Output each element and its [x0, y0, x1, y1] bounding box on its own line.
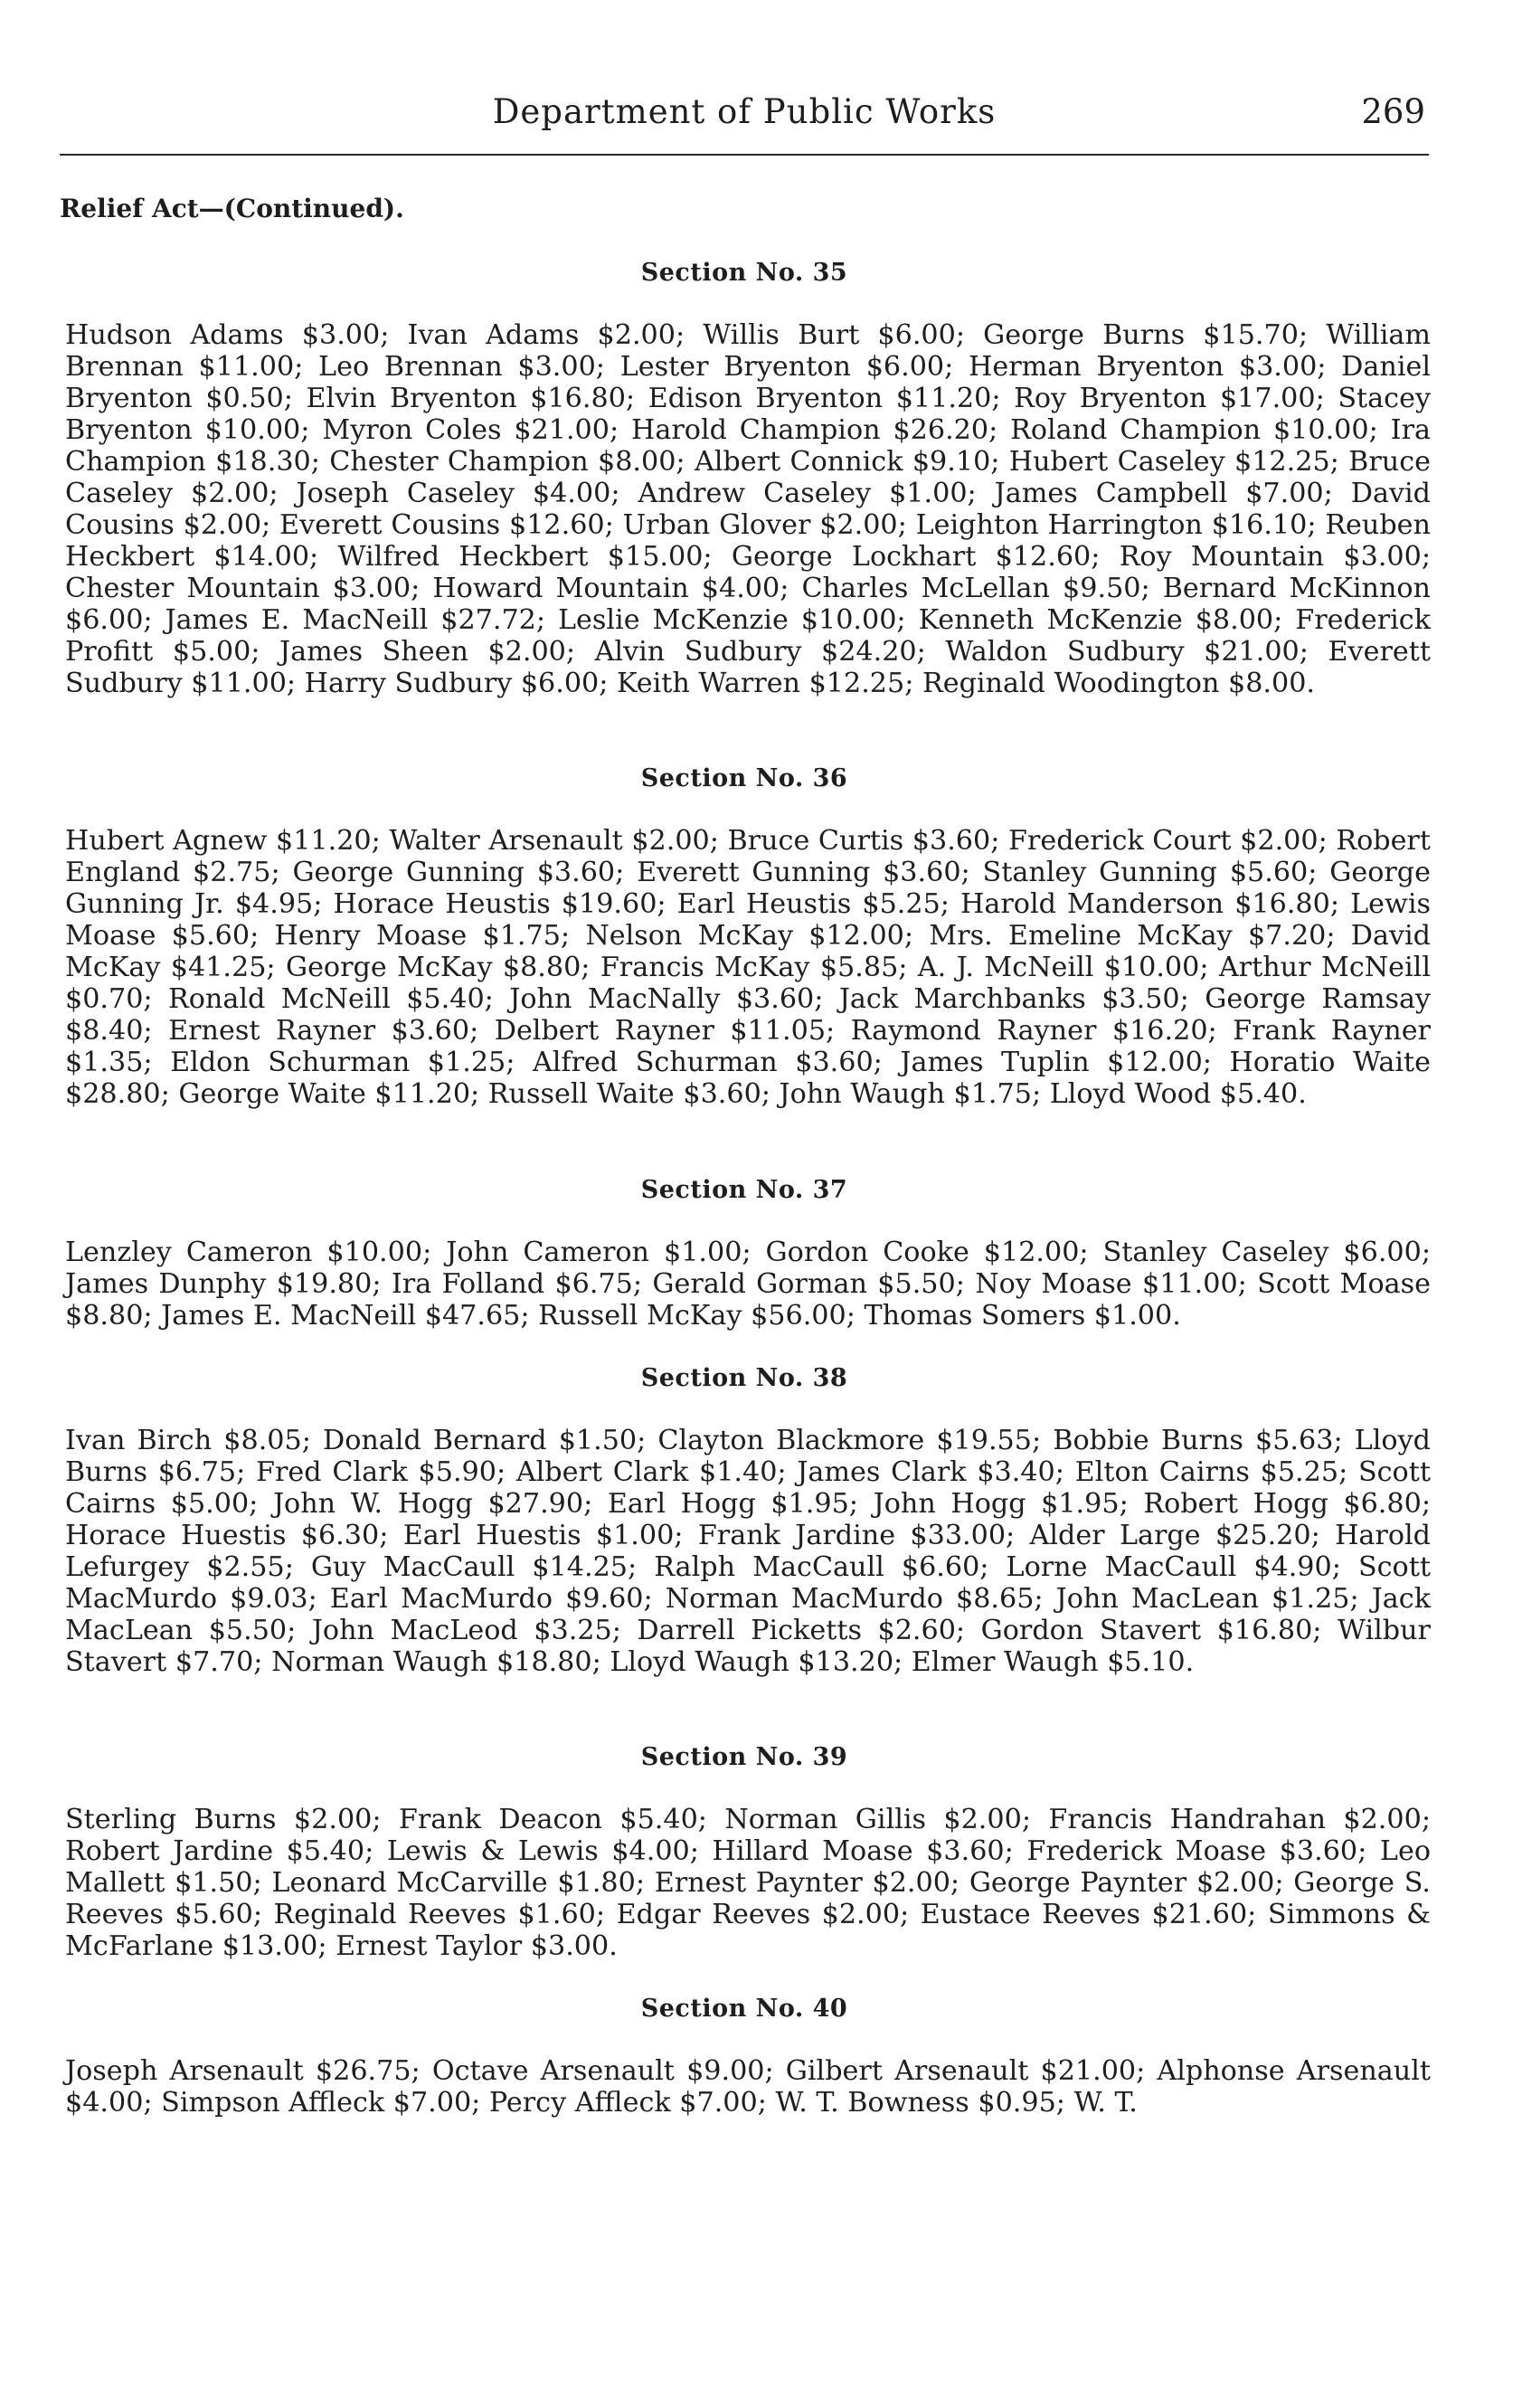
section-text-35: Hudson Adams $3.00; Ivan Adams $2.00; Willis Burt $6.00; George Burns $15.70; William Brennan $11.00; Leo Brennan $3.00; Lester Bryenton $6.00; Herman Bryenton $3.00; Daniel Bryenton $0.50; Elvin Bryenton $16.80; Edison Bryenton $11.20; Roy Bryenton $17.00; Stacey Bryenton $10.00; Myron Coles $21.00; Harold Champion $26.20; Roland Champion $10.00; Ira Champion $18.30; Chester Champion $8.00; Albert Connick $9.10; Hubert Caseley $12.25; Bruce Caseley $2.00; Joseph Caseley $4.00; Andrew Caseley $1.00; James Campbell $7.00; David Cousins $2.00; Everett Cousins $12.60; Urban Glover $2.00; Leighton Harrington $16.10; Reuben Heckbert $14.00; Wilfred Heckbert $15.00; George Lockhart $12.60; Roy Mountain $3.00; Chester Mountain $3.00; Howard Mountain $4.00; Charles McLellan $9.50; Bernard McKinnon $6.00; James E. MacNeill $27.72; Leslie McKenzie $10.00; Kenneth McKenzie $8.00; Frederick Profitt $5.00; James Sheen $2.00; Alvin Sudbury $24.20; Waldon Sudbury $21.00; Everett Sudbury $11.00; Harry Sudbury $6.00; Keith Warren $12.25; Reginald Woodington $8.00. [65, 319, 1431, 699]
section-heading-37: Section No. 37 [640, 1176, 848, 1204]
section-text-40: Joseph Arsenault $26.75; Octave Arsenault $9.00; Gilbert Arsenault $21.00; Alphonse Arsenault $4.00; Simpson Affleck $7.00; Percy Affleck $7.00; W. T. Bowness $0.95; W. T. [65, 2055, 1431, 2119]
section-text-37: Lenzley Cameron $10.00; John Cameron $1.00; Gordon Cooke $12.00; Stanley Caseley $6.00; James Dunphy $19.80; Ira Folland $6.75; Gerald Gorman $5.50; Noy Moase $11.00; Scott Moase $8.80; James E. MacNeill $47.65; Russell McKay $56.00; Thomas Somers $1.00. [65, 1237, 1431, 1332]
page-header [60, 80, 1429, 156]
section-heading-36: Section No. 36 [640, 764, 848, 792]
running-head: Relief Act—(Continued). [60, 194, 404, 223]
page-title: Department of Public Works [492, 92, 997, 131]
page-number: 269 [1361, 92, 1425, 131]
section-heading-39: Section No. 39 [640, 1743, 848, 1771]
section-text-39: Sterling Burns $2.00; Frank Deacon $5.40; Norman Gillis $2.00; Francis Handrahan $2.00; Robert Jardine $5.40; Lewis & Lewis $4.00; Hillard Moase $3.60; Frederick Moase $3.60; Leo Mallett $1.50; Leonard McCarville $1.80; Ernest Paynter $2.00; George Paynter $2.00; George S. Reeves $5.60; Reginald Reeves $1.60; Edgar Reeves $2.00; Eustace Reeves $21.60; Simmons & McFarlane $13.00; Ernest Taylor $3.00. [65, 1804, 1431, 1962]
section-text-38: Ivan Birch $8.05; Donald Bernard $1.50; Clayton Blackmore $19.55; Bobbie Burns $5.63; Lloyd Burns $6.75; Fred Clark $5.90; Albert Clark $1.40; James Clark $3.40; Elton Cairns $5.25; Scott Cairns $5.00; John W. Hogg $27.90; Earl Hogg $1.95; John Hogg $1.95; Robert Hogg $6.80; Horace Huestis $6.30; Earl Huestis $1.00; Frank Jardine $33.00; Alder Large $25.20; Harold Lefurgey $2.55; Guy MacCaull $14.25; Ralph MacCaull $6.60; Lorne MacCaull $4.90; Scott MacMurdo $9.03; Earl MacMurdo $9.60; Norman MacMurdo $8.65; John MacLean $1.25; Jack MacLean $5.50; John MacLeod $3.25; Darrell Picketts $2.60; Gordon Stavert $16.80; Wilbur Stavert $7.70; Norman Waugh $18.80; Lloyd Waugh $13.20; Elmer Waugh $5.10. [65, 1425, 1431, 1678]
section-heading-40: Section No. 40 [640, 1995, 848, 2023]
section-heading-35: Section No. 35 [640, 259, 848, 287]
section-heading-38: Section No. 38 [640, 1364, 848, 1392]
section-text-36: Hubert Agnew $11.20; Walter Arsenault $2.00; Bruce Curtis $3.60; Frederick Court $2.00; Robert England $2.75; George Gunning $3.60; Everett Gunning $3.60; Stanley Gunning $5.60; George Gunning Jr. $4.95; Horace Heustis $19.60; Earl Heustis $5.25; Harold Manderson $16.80; Lewis Moase $5.60; Henry Moase $1.75; Nelson McKay $12.00; Mrs. Emeline McKay $7.20; David McKay $41.25; George McKay $8.80; Francis McKay $5.85; A. J. McNeill $10.00; Arthur McNeill $0.70; Ronald McNeill $5.40; John MacNally $3.60; Jack Marchbanks $3.50; George Ramsay $8.40; Ernest Rayner $3.60; Delbert Rayner $11.05; Raymond Rayner $16.20; Frank Rayner $1.35; Eldon Schurman $1.25; Alfred Schurman $3.60; James Tuplin $12.00; Horatio Waite $28.80; George Waite $11.20; Russell Waite $3.60; John Waugh $1.75; Lloyd Wood $5.40. [65, 825, 1431, 1110]
